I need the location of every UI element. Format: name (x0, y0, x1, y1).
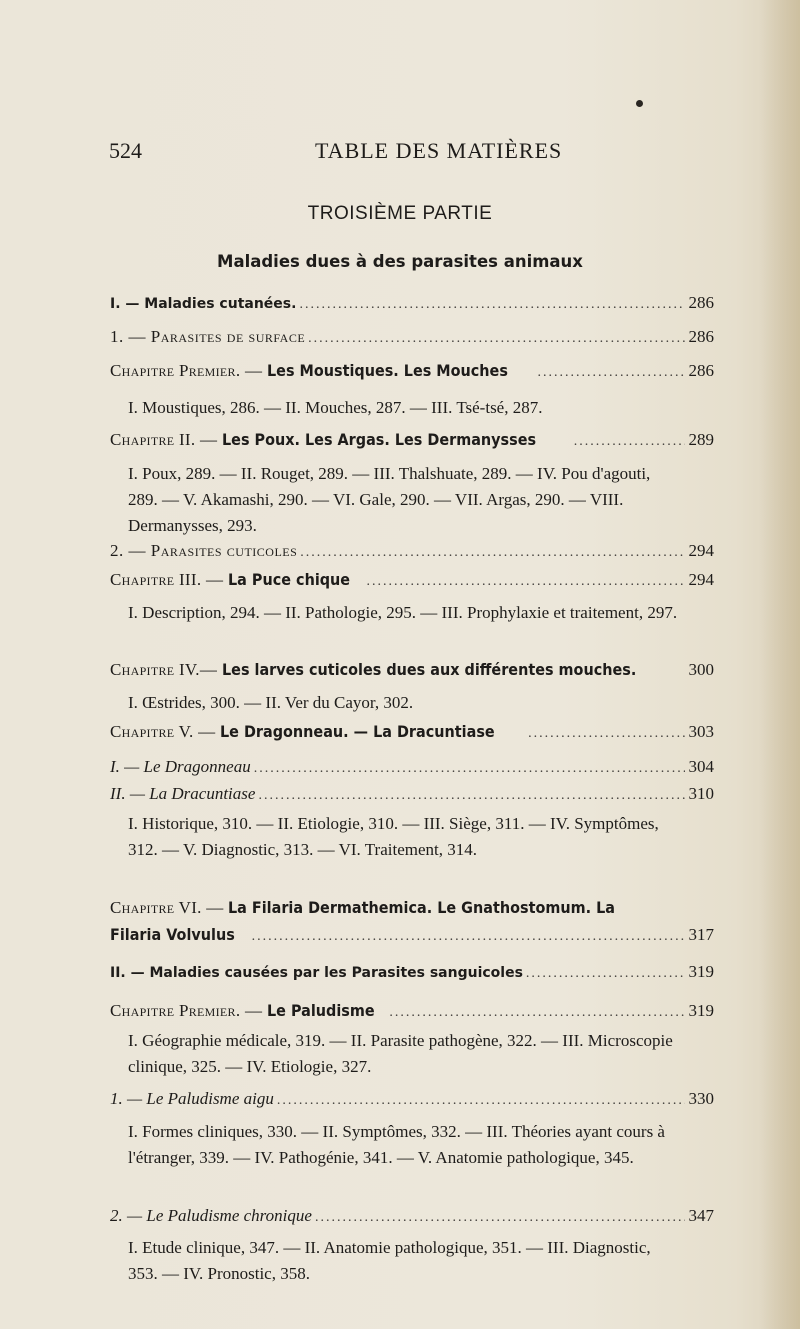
toc-detail: I. Formes cliniques, 330. — II. Symptômes, 332. — III. Théories ayant cours à l'étranger, 339. — IV. Pathogénie, 341. — V. Anatomie pathologique, 345. (128, 1122, 665, 1167)
toc-sub-dracuntiase (110, 784, 714, 810)
toc-entry-page: 347 (688, 1206, 714, 1225)
toc-chapter-puce-chique (110, 570, 714, 596)
toc-entry-page: 319 (688, 962, 714, 981)
toc-entry-label: 1. — Le Paludisme aigu (110, 1089, 274, 1108)
toc-entry-label: 2. — Le Paludisme chronique (110, 1206, 312, 1225)
running-head: TABLE DES MATIÈRES (315, 138, 563, 163)
chapter-title: Filaria Volvulus (110, 925, 235, 944)
page-number: 524 (109, 138, 142, 163)
toc-entry-page: 286 (688, 293, 714, 312)
toc-entry-page: 286 (688, 361, 714, 380)
toc-detail: I. Poux, 289. — II. Rouget, 289. — III. Thalshuate, 289. — IV. Pou d'agouti, 289. — V. Akamashi, 290. — VI. Gale, 290. — VII. Argas, 290. — VIII. Dermanysses, 293. (128, 464, 651, 535)
toc-entry-page: 294 (688, 541, 714, 560)
toc-detail: I. Historique, 310. — II. Etiologie, 310. — III. Siège, 311. — IV. Symptômes, 312. — V. Diagnostic, 313. — VI. Traitement, 314. (128, 814, 659, 859)
toc-subsection-parasites-cuticoles (110, 541, 714, 567)
chapter-prefix: Chapitre Premier. — (110, 1001, 267, 1020)
toc-chapter-moustiques (110, 361, 714, 387)
dot-leader (526, 966, 685, 982)
toc-chapter-paludisme (110, 1001, 714, 1027)
dot-leader (389, 1005, 685, 1021)
toc-detail: I. Moustiques, 286. — II. Mouches, 287. — III. Tsé-tsé, 287. (128, 398, 543, 417)
toc-entry-page: 300 (688, 660, 715, 679)
toc-entry-page: 294 (688, 570, 714, 589)
toc-detail: I. Description, 294. — II. Pathologie, 295. — III. Prophylaxie et traitement, 297. (128, 603, 678, 622)
chapter-title: Le Paludisme (266, 1001, 375, 1020)
page-edge-stain (760, 0, 800, 1329)
toc-entry-label: I. — Maladies cutanées. (110, 296, 297, 312)
toc-subsection-parasites-surface (110, 327, 714, 353)
dot-leader (258, 788, 685, 804)
part-title: TROISIÈME PARTIE (307, 203, 493, 224)
dot-leader (252, 929, 685, 945)
toc-entry-page: 319 (688, 1001, 714, 1020)
chapter-prefix: Chapitre Premier. — (110, 361, 267, 380)
toc-entry-label: 1. — Parasites de surface (110, 327, 306, 346)
dot-leader (277, 1093, 685, 1109)
ink-spot (636, 100, 643, 107)
toc-entry-label: I. — Le Dragonneau (110, 757, 251, 776)
chapter-prefix: Chapitre II. — (110, 430, 222, 449)
toc-entry-page: 317 (688, 925, 714, 944)
toc-entry-label: II. — La Dracuntiase (110, 784, 256, 803)
toc-entry-page: 330 (688, 1089, 714, 1108)
chapter-title: La Filaria Dermathemica. Le Gnathostomum. La (228, 898, 616, 917)
dot-leader (300, 545, 685, 561)
chapter-title: Les larves cuticoles dues aux différentes mouches. (221, 660, 636, 679)
chapter-prefix: Chapitre IV.— (110, 660, 222, 679)
toc-chapter-dragonneau (110, 722, 714, 748)
chapter-title: Les Moustiques. Les Mouches (266, 361, 508, 380)
toc-chapter-filaria-line2 (110, 925, 714, 951)
toc-entry-page: 286 (688, 327, 714, 346)
dot-leader (315, 1210, 685, 1226)
dot-leader (308, 331, 685, 347)
part-subtitle: Maladies dues à des parasites animaux (217, 252, 583, 271)
toc-section-sanguicoles (110, 962, 714, 988)
toc-chapter-poux (110, 430, 714, 456)
dot-leader (528, 726, 685, 742)
toc-sub-paludisme-aigu (110, 1089, 714, 1115)
chapter-title: La Puce chique (227, 570, 350, 589)
dot-leader (254, 761, 685, 777)
toc-sub-paludisme-chronique (110, 1206, 714, 1232)
toc-section-maladies-cutanees (110, 293, 714, 319)
toc-entry-page: 304 (688, 757, 714, 776)
dot-leader (574, 434, 685, 450)
dot-leader (366, 574, 685, 590)
chapter-title: Les Poux. Les Argas. Les Dermanysses (221, 430, 536, 449)
toc-entry-label: 2. — Parasites cuticoles (110, 541, 298, 560)
toc-entry-label: II. — Maladies causées par les Parasites sanguicoles (110, 965, 523, 981)
toc-entry-page: 303 (688, 722, 714, 741)
toc-entry-page: 289 (688, 430, 714, 449)
toc-entry-page: 310 (688, 784, 714, 803)
toc-detail: I. Etude clinique, 347. — II. Anatomie pathologique, 351. — III. Diagnostic, 353. — IV. Pronostic, 358. (128, 1238, 651, 1283)
toc-detail: I. Œstrides, 300. — II. Ver du Cayor, 302. (128, 693, 414, 712)
chapter-title: Le Dragonneau. — La Dracuntiase (219, 722, 495, 741)
chapter-prefix: Chapitre V. — (110, 722, 220, 741)
toc-sub-dragonneau (110, 757, 714, 783)
toc-chapter-larves (110, 660, 714, 686)
toc-chapter-filaria-line1 (110, 898, 700, 924)
dot-leader (299, 297, 685, 313)
chapter-prefix: Chapitre VI. — (110, 898, 229, 917)
dot-leader (537, 365, 685, 381)
page-header (109, 138, 709, 168)
toc-detail: I. Géographie médicale, 319. — II. Parasite pathogène, 322. — III. Microscopie clinique, 325. — IV. Etiologie, 327. (128, 1031, 673, 1076)
chapter-prefix: Chapitre III. — (110, 570, 228, 589)
